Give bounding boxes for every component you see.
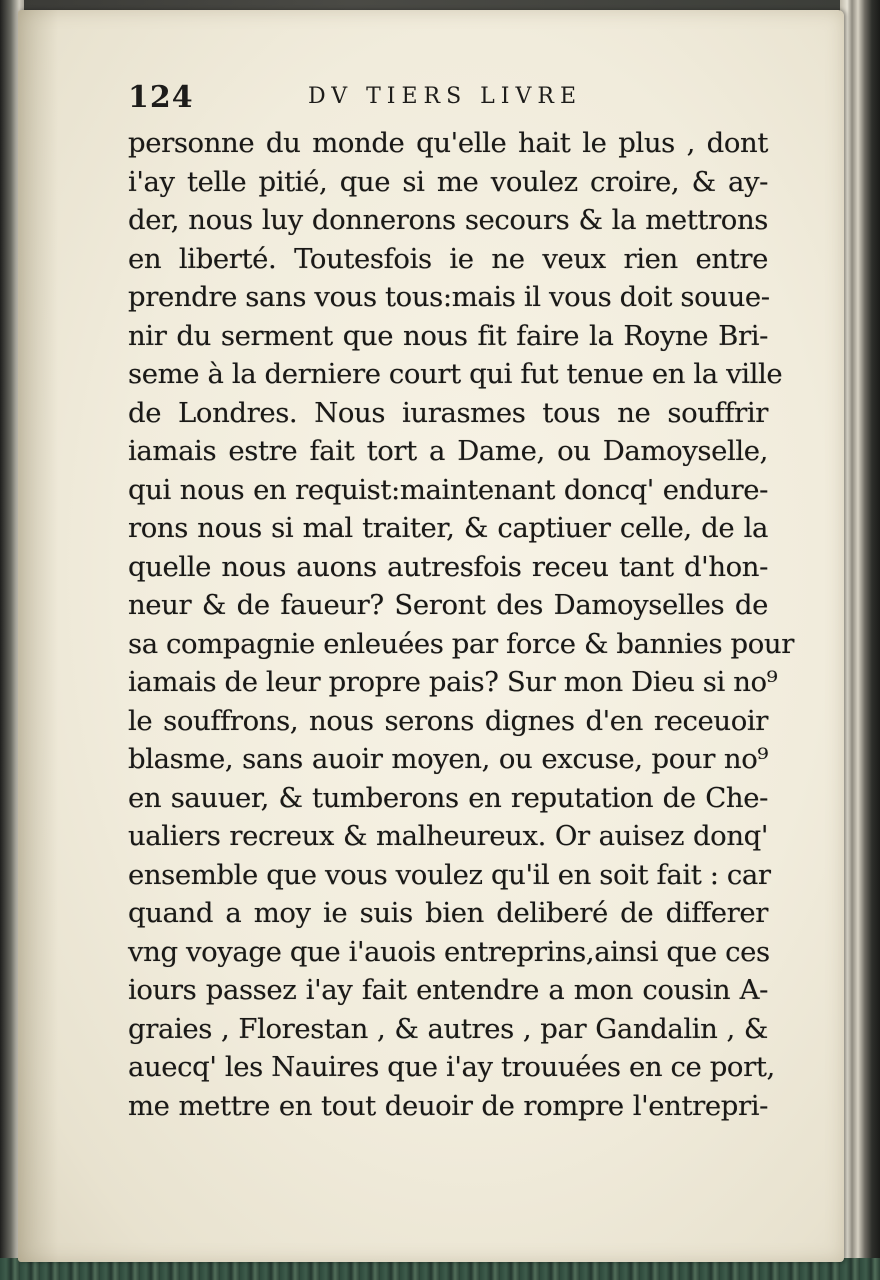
body-text: [128, 124, 794, 1125]
page-number: 124: [128, 80, 194, 115]
page-stack-edge: [840, 0, 880, 1280]
text-line: personne du monde qu'elle hait le plus , dont: [128, 127, 768, 159]
text-line: en sauuer, & tumberons en reputation de Che-: [128, 781, 768, 814]
text-line: me mettre en tout deuoir de rompre l'entrepri-: [128, 1089, 768, 1122]
text-line: le souffrons, nous serons dignes d'en receuoir: [128, 704, 768, 737]
text-line: vng voyage que i'auois entreprins,ainsi que ces: [128, 935, 770, 968]
text-line: graies , Florestan , & autres , par Gandalin , &: [128, 1012, 768, 1045]
text-line: iours passez i'ay fait entendre a mon cousin A-: [128, 974, 768, 1006]
text-line: auecq' les Nauires que i'ay trouuées en ce port,: [128, 1051, 775, 1083]
text-line: i'ay telle pitié, que si me voulez croire, & ay-: [128, 165, 768, 198]
text-line: prendre sans vous tous:mais il vous doit souue-: [128, 281, 770, 313]
text-line: de Londres. Nous iurasmes tous ne souffrir: [128, 396, 768, 429]
text-line: en liberté. Toutesfois ie ne veux rien entre: [128, 242, 768, 275]
text-line: ensemble que vous voulez qu'il en soit fait : car: [128, 858, 771, 891]
running-head: DV TIERS LIVRE: [308, 84, 582, 109]
text-line: sa compagnie enleuées par force & bannies pour: [128, 627, 794, 660]
text-line: rons nous si mal traiter, & captiuer celle, de la: [128, 512, 768, 544]
text-line: quand a moy ie suis bien deliberé de differer: [128, 897, 768, 929]
text-line: quelle nous auons autresfois receu tant d'hon-: [128, 550, 768, 583]
text-line: iamais estre fait tort a Dame, ou Damoyselle,: [128, 435, 768, 467]
text-line: der, nous luy donnerons secours & la mettrons: [128, 204, 768, 236]
text-line: blasme, sans auoir moyen, ou excuse, pour no⁹: [128, 743, 768, 775]
text-line: qui nous en requist:maintenant doncq' endure-: [128, 473, 768, 506]
text-line: nir du serment que nous fit faire la Royne Bri-: [128, 319, 768, 352]
text-line: iamais de leur propre pais? Sur mon Dieu si no⁹: [128, 666, 778, 698]
text-line: seme à la derniere court qui fut tenue en la ville: [128, 358, 783, 390]
text-line: neur & de faueur? Seront des Damoyselles de: [128, 589, 768, 621]
text-line: ualiers recreux & malheureux. Or auisez donq': [128, 820, 768, 852]
page-header: [128, 80, 648, 120]
